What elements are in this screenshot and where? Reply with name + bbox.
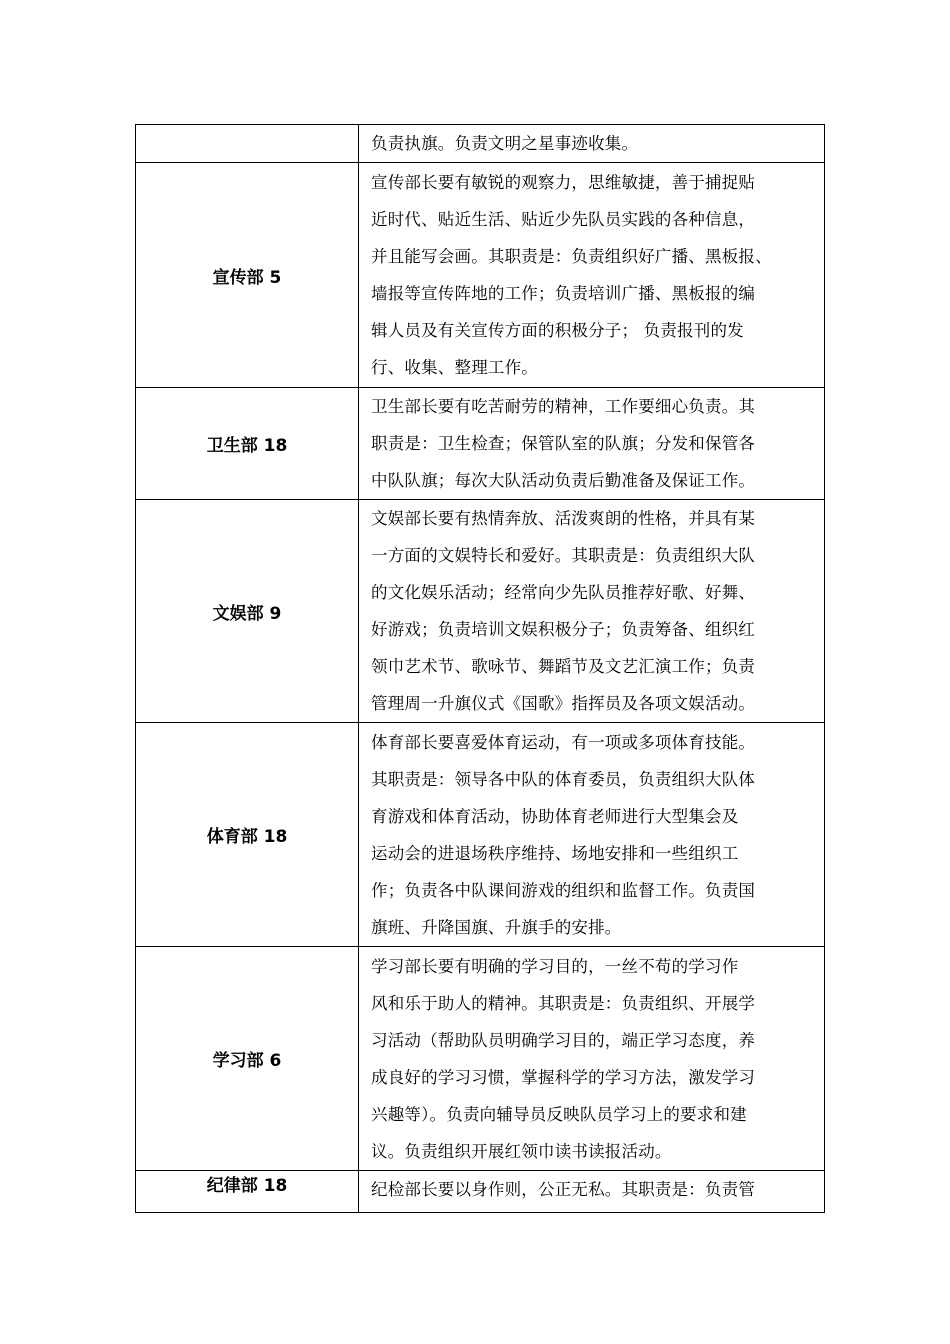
duty-line: 近时代、贴近生活、贴近少先队员实践的各种信息， <box>371 210 756 229</box>
duty-line: 旗班、升降国旗、升旗手的安排。 <box>371 917 622 937</box>
duty-line: 育游戏和体育活动，协助体育老师进行大型集会及 <box>371 806 739 826</box>
department-name: 纪律部 18 <box>206 1176 288 1196</box>
duty-line: 学习部长要有明确的学习目的，一丝不苟的学习作 <box>371 956 739 976</box>
department-name: 学习部 6 <box>212 1051 282 1071</box>
table-row <box>136 1171 825 1213</box>
duty-line: 领巾艺术节、歌咏节、舞蹈节及文艺汇演工作；负责 <box>371 657 756 676</box>
department-name: 卫生部 18 <box>206 436 288 456</box>
duty-description-cell <box>359 947 825 1171</box>
duty-line: 体育部长要喜爱体育运动，有一项或多项体育技能。 <box>371 732 756 752</box>
duty-line: 墙报等宣传阵地的工作；负责培训广播、黑板报的编 <box>371 284 756 303</box>
duty-line: 习活动（帮助队员明确学习目的，端正学习态度，养 <box>371 1030 756 1050</box>
duty-line: 负责执旗。负责文明之星事迹收集。 <box>371 134 639 153</box>
department-name: 宣传部 5 <box>212 267 282 288</box>
department-name-cell <box>136 388 359 500</box>
department-name-cell <box>136 125 359 163</box>
department-name-cell <box>136 500 359 723</box>
duty-description-cell <box>359 500 825 723</box>
duty-line: 兴趣等）。负责向辅导员反映队员学习上的要求和建 <box>371 1104 747 1124</box>
table-row <box>136 125 825 163</box>
duty-description-cell <box>359 1171 825 1213</box>
duty-line: 好游戏；负责培训文娱积极分子；负责筹备、组织红 <box>371 620 756 639</box>
table-row <box>136 388 825 500</box>
duty-line: 作；负责各中队课间游戏的组织和监督工作。负责国 <box>371 880 756 900</box>
duty-line: 其职责是：领导各中队的体育委员，负责组织大队体 <box>371 769 756 789</box>
duty-line: 职责是：卫生检查；保管队室的队旗；分发和保管各 <box>371 434 756 453</box>
table-row <box>136 947 825 1171</box>
duty-line: 宣传部长要有敏锐的观察力，思维敏捷，善于捕捉贴 <box>371 173 756 192</box>
table-row <box>136 723 825 947</box>
duty-line: 文娱部长要有热情奔放、活泼爽朗的性格，并具有某 <box>371 509 756 528</box>
duty-line: 议。负责组织开展红领巾读书读报活动。 <box>371 1141 672 1161</box>
department-name-cell <box>136 947 359 1171</box>
duty-line: 的文化娱乐活动；经常向少先队员推荐好歌、好舞、 <box>371 583 756 602</box>
duty-line: 成良好的学习习惯，掌握科学的学习方法，激发学习 <box>371 1067 756 1087</box>
duty-description-cell <box>359 388 825 500</box>
duty-line: 卫生部长要有吃苦耐劳的精神，工作要细心负责。其 <box>371 397 756 416</box>
duty-line: 辑人员及有关宣传方面的积极分子； 负责报刊的发 <box>371 321 744 340</box>
table-row <box>136 500 825 723</box>
duty-line: 纪检部长要以身作则，公正无私。其职责是：负责管 <box>371 1180 756 1199</box>
department-name: 文娱部 9 <box>212 603 282 624</box>
duty-line: 并且能写会画。其职责是：负责组织好广播、黑板报、 <box>371 247 772 266</box>
department-name-cell <box>136 1171 359 1213</box>
department-name-cell <box>136 163 359 388</box>
duty-line: 运动会的进退场秩序维持、场地安排和一些组织工 <box>371 843 739 863</box>
duty-line: 管理周一升旗仪式《国歌》指挥员及各项文娱活动。 <box>371 694 756 713</box>
duty-line: 中队队旗；每次大队活动负责后勤准备及保证工作。 <box>371 471 756 490</box>
duty-line: 行、收集、整理工作。 <box>371 358 538 377</box>
department-name-cell <box>136 723 359 947</box>
duty-description-cell <box>359 163 825 388</box>
department-name: 体育部 18 <box>206 827 288 847</box>
table-row <box>136 163 825 388</box>
department-duties-table <box>135 124 825 1213</box>
duty-description-cell <box>359 723 825 947</box>
duty-line: 一方面的文娱特长和爱好。其职责是：负责组织大队 <box>371 546 756 565</box>
duty-description-cell <box>359 125 825 163</box>
duty-line: 风和乐于助人的精神。其职责是：负责组织、开展学 <box>371 993 756 1013</box>
